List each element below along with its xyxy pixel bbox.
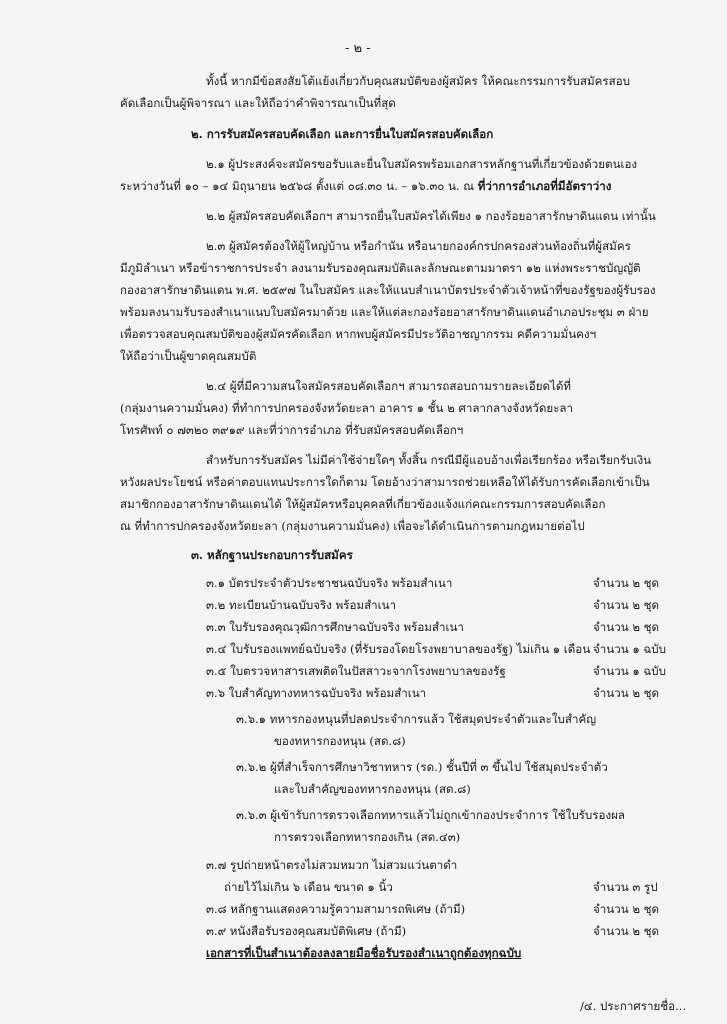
next-page-continuation: /๔. ประกาศรายชื่อ... bbox=[580, 999, 687, 1013]
para-2-3-line-4: พร้อมลงนามรับรองสำเนาแนบใบสมัครมาด้วย และให้แต่ละกองร้อยอาสารักษาดินแดนอำเภอประชุม ๓ ฝ่าย bbox=[120, 305, 649, 319]
fee-line-4: ณ ที่ทำการปกครองจังหวัดยะลา (กลุ่มงานความมั่นคง) เพื่อจะได้ดำเนินการตามกฎหมายต่อไป bbox=[120, 519, 585, 533]
doc-item-3-3: ๓.๓ ใบรับรองคุณวุฒิการศึกษาฉบับจริง พร้อมสำเนา bbox=[206, 620, 464, 634]
para-2-1-line-2: ระหว่างวันที่ ๑๐ – ๑๔ มิถุนายน ๒๕๖๘ ตั้งแต่ ๐๘.๓๐ น. – ๑๖.๓๐ น. ณ ที่ว่าการอำเภอที่มีอัตราว่าง bbox=[120, 179, 612, 193]
intro-line-2: คัดเลือกเป็นผู้พิจารณา และให้ถือว่าคำพิจารณาเป็นที่สุด bbox=[120, 96, 396, 110]
fee-line-3: สมาชิกกองอาสารักษาดินแดนได้ ให้ผู้สมัครหรือบุคคลที่เกี่ยวข้องแจ้งแก่คณะกรรมการสอบคัดเลือก bbox=[120, 497, 606, 511]
doc-item-3-8: ๓.๘ หลักฐานแสดงความรู้ความสามารถพิเศษ (ถ้ามี) bbox=[206, 902, 466, 916]
doc-item-3-9: ๓.๙ หนังสือรับรองคุณสมบัติพิเศษ (ถ้ามี) bbox=[206, 924, 407, 938]
intro-line-1: ทั้งนี้ หากมีข้อสงสัยโต้แย้งเกี่ยวกับคุณสมบัติของผู้สมัคร ให้คณะกรรมการรับสมัครสอบ bbox=[206, 74, 631, 88]
fee-line-1: สำหรับการรับสมัคร ไม่มีค่าใช้จ่ายใดๆ ทั้งสิ้น กรณีมีผู้แอบอ้างเพื่อเรียกร้อง หรือเรียกรับเงิน bbox=[206, 453, 652, 467]
sub-item-3-6-2-line-1: ๓.๖.๒ ผู้ที่สำเร็จการศึกษาวิชาทหาร (รด.) ชั้นปีที่ ๓ ขึ้นไป ใช้สมุดประจำตัว bbox=[236, 760, 608, 774]
para-2-4-line-1: ๒.๔ ผู้ที่มีความสนใจสมัครสอบคัดเลือกฯ สามารถสอบถามรายละเอียดได้ที่ bbox=[206, 379, 572, 393]
para-2-3-line-5: เพื่อตรวจสอบคุณสมบัติของผู้สมัครคัดเลือก หากพบผู้สมัครมีประวัติอาชญากรรม คดีความมั่นคงฯ bbox=[120, 327, 597, 341]
para-2-3-line-6: ให้ถือว่าเป็นผู้ขาดคุณสมบัติ bbox=[120, 349, 257, 363]
doc-item-3-7-line-2: ถ่ายไว้ไม่เกิน ๖ เดือน ขนาด ๑ นิ้ว bbox=[224, 880, 393, 894]
para-2-4-line-3: โทรศัพท์ ๐ ๗๓๒๐ ๓๙๑๙ และที่ว่าการอำเภอ ที่รับสมัครสอบคัดเลือกฯ bbox=[120, 423, 464, 437]
sub-item-3-6-2-line-2: และใบสำคัญของทหารกองหนุน (สด.๘) bbox=[274, 782, 471, 796]
para-2-2: ๒.๒ ผู้สมัครสอบคัดเลือกฯ สามารถยื่นใบสมัครได้เพียง ๑ กองร้อยอาสารักษาดินแดน เท่านั้น bbox=[206, 209, 656, 223]
sub-item-3-6-1-line-2: ของทหารกองหนุน (สด.๘) bbox=[274, 734, 406, 748]
para-2-3-line-2: มีภูมิลำเนา หรือข้าราชการประจำ ลงนามรับรองคุณสมบัติและลักษณะตามมาตรา ๑๒ แห่งพระราชบัญญัติ bbox=[120, 261, 641, 275]
doc-item-3-1: ๓.๑ บัตรประจำตัวประชาชนฉบับจริง พร้อมสำเนา bbox=[206, 576, 453, 590]
para-2-1-line-1: ๒.๑ ผู้ประสงค์จะสมัครขอรับและยื่นใบสมัครพร้อมเอกสารหลักฐานที่เกี่ยวข้องด้วยตนเอง bbox=[206, 157, 638, 171]
sub-item-3-6-3-line-1: ๓.๖.๓ ผู้เข้ารับการตรวจเลือกทหารแล้วไม่ถูกเข้ากองประจำการ ใช้ใบรับรองผล bbox=[236, 808, 626, 822]
doc-item-3-7-amount: จำนวน ๓ รูป bbox=[593, 880, 658, 894]
doc-item-3-6-amount: จำนวน ๒ ชุด bbox=[593, 686, 660, 700]
para-2-3-line-3: กองอาสารักษาดินแดน พ.ศ. ๒๕๙๗ ในใบสมัคร และให้แนบสำเนาบัตรประจำตัวเจ้าหน้าที่ของรัฐของผู้รับรอง bbox=[120, 283, 656, 297]
doc-item-3-2: ๓.๒ ทะเบียนบ้านฉบับจริง พร้อมสำเนา bbox=[206, 598, 397, 612]
sub-item-3-6-1-line-1: ๓.๖.๑ ทหารกองหนุนที่ปลดประจำการแล้ว ใช้สมุดประจำตัวและใบสำคัญ bbox=[236, 712, 597, 726]
para-2-4-line-2: (กลุ่มงานความมั่นคง) ที่ทำการปกครองจังหวัดยะลา อาคาร ๑ ชั้น ๒ ศาลากลางจังหวัดยะลา bbox=[120, 401, 574, 415]
fee-line-2: หวังผลประโยชน์ หรือค่าตอบแทนประการใดก็ตาม โดยอ้างว่าสามารถช่วยเหลือให้ได้รับการคัดเลือกเข้าเป็น bbox=[120, 475, 650, 489]
doc-item-3-9-amount: จำนวน ๒ ชุด bbox=[593, 924, 660, 938]
page-number: - ๒ - bbox=[345, 41, 371, 56]
doc-item-3-6: ๓.๖ ใบสำคัญทางทหารฉบับจริง พร้อมสำเนา bbox=[206, 686, 427, 700]
doc-item-3-5-amount: จำนวน ๑ ฉบับ bbox=[593, 664, 667, 678]
doc-item-3-7-line-1: ๓.๗ รูปถ่ายหน้าตรงไม่สวมหมวก ไม่สวมแว่นตาดำ bbox=[206, 858, 458, 872]
doc-item-3-5: ๓.๕ ใบตรวจหาสารเสพติดในปัสสาวะจากโรงพยาบาลของรัฐ bbox=[206, 664, 506, 678]
certified-copy-note: เอกสารที่เป็นสำเนาต้องลงลายมือชื่อรับรองสำเนาถูกต้องทุกฉบับ bbox=[206, 946, 522, 960]
doc-item-3-3-amount: จำนวน ๒ ชุด bbox=[593, 620, 660, 634]
doc-item-3-1-amount: จำนวน ๒ ชุด bbox=[593, 576, 660, 590]
section-2-heading: ๒. การรับสมัครสอบคัดเลือก และการยื่นใบสมัครสอบคัดเลือก bbox=[191, 127, 494, 141]
doc-item-3-4: ๓.๔ ใบรับรองแพทย์ฉบับจริง (ที่รับรองโดยโรงพยาบาลของรัฐ) ไม่เกิน ๑ เดือน bbox=[206, 642, 591, 656]
doc-item-3-8-amount: จำนวน ๒ ชุด bbox=[593, 902, 660, 916]
section-3-heading: ๓. หลักฐานประกอบการรับสมัคร bbox=[191, 548, 353, 562]
doc-item-3-4-amount: จำนวน ๑ ฉบับ bbox=[593, 642, 667, 656]
para-2-3-line-1: ๒.๓ ผู้สมัครต้องให้ผู้ใหญ่บ้าน หรือกำนัน หรือนายกองค์กรปกครองส่วนท้องถิ่นที่ผู้สมัคร bbox=[206, 239, 631, 253]
doc-item-3-2-amount: จำนวน ๒ ชุด bbox=[593, 598, 660, 612]
para-2-1-location: ที่ว่าการอำเภอที่มีอัตราว่าง bbox=[477, 179, 612, 193]
sub-item-3-6-3-line-2: การตรวจเลือกทหารกองเกิน (สด.๔๓) bbox=[274, 830, 461, 844]
